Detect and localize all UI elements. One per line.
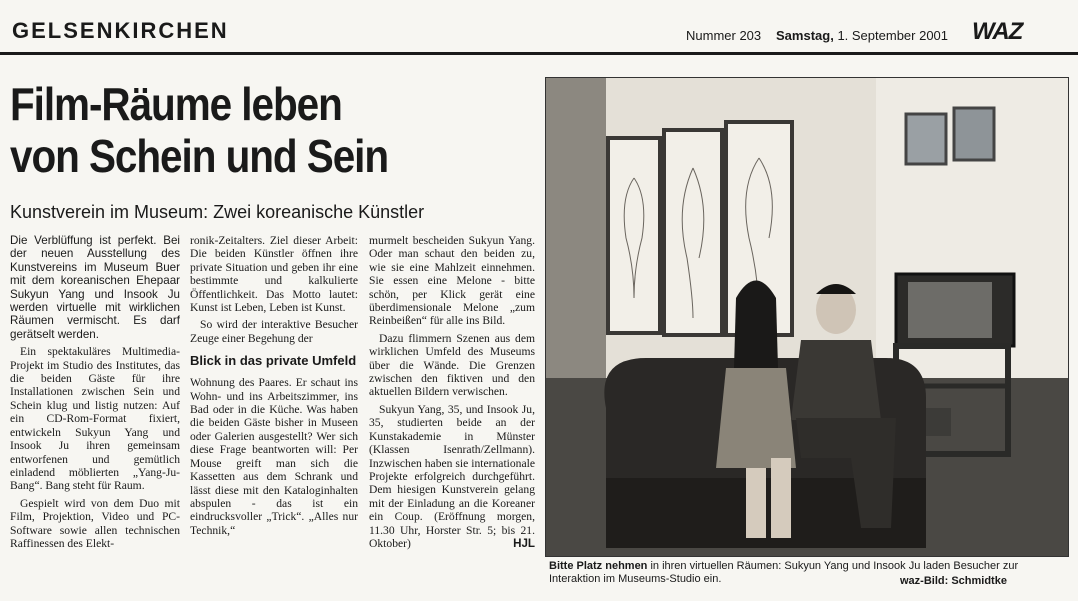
paragraph: Dazu flimmern Szenen aus dem wirklichen Umfeld des Museums über die Wände. Die Grenzen zwischen den fiktiven und den aktuellen Bildern verwischen. xyxy=(369,331,535,399)
section-title: GELSENKIRCHEN xyxy=(12,18,229,43)
headline-line-2: von Schein und Sein xyxy=(10,130,389,182)
headline-line-1: Film-Räume leben xyxy=(10,78,342,130)
date-text: 1. September 2001 xyxy=(837,28,949,43)
article-column-3 xyxy=(369,234,535,554)
paragraph: ronik-Zeitalters. Ziel dieser Arbeit: Die beiden Künstler öffnen ihre private Situation und geben ihr eine bestimmte und kalkulierte Öffentlichkeit. Das Motto lautet: Kunst ist Leben, Leben ist Kunst. xyxy=(190,234,358,315)
headline xyxy=(10,78,468,182)
small-picture xyxy=(954,108,994,160)
issue-number: Nummer 203 xyxy=(686,28,762,43)
author-byline: HJL xyxy=(513,536,535,550)
subheadline: Kunstverein im Museum: Zwei koreanische Künstler xyxy=(10,202,425,222)
paragraph: Gespielt wird von dem Duo mit Film, Projektion, Video und PC-Software sowie allen technischen Raffinessen des Elekt- xyxy=(10,496,180,550)
intertitle: Blick in das private Umfeld xyxy=(190,353,357,369)
small-picture xyxy=(906,114,946,164)
header-rule xyxy=(0,52,1078,55)
photo-credit: waz-Bild: Schmidtke xyxy=(900,575,1007,587)
caption-text: in ihren virtuellen Räumen: Sukyun Yang und Insook Ju laden Besucher zur Interaktion im Museums-Studio ein. xyxy=(549,560,1019,585)
article-column-2 xyxy=(190,234,358,541)
doorway xyxy=(546,78,606,378)
photo-illustration xyxy=(546,78,1068,556)
paragraph: murmelt bescheiden Sukyun Yang. Oder man schaut den beiden zu, wie sie eine Mahlzeit einnehmen. Sie essen eine Melone - bitte schön, per Klick gerät eine überdimensionale Melone „zum Reinbeißen“ für alle ins Bild. xyxy=(369,234,535,328)
paragraph: Wohnung des Paares. Er schaut ins Wohn- und ins Arbeitszimmer, ins Bad oder in die Küche. Was haben die beiden Gäste bisher in Museen oder Galerien ausgestellt? Wer sich diese Frage beantworten will: Per Mouse greift man sich die Kassetten aus dem Schrank und lässt diese mit den Kataloginhalten abspulen - das ist ein eindrucksvoller „Trick“. „Alles nur Technik,“ xyxy=(190,376,358,537)
paragraph-text: Sukyun Yang, 35, und Insook Ju, 35, studierten beide an der Kunstakademie in Münster (Klassen Isenrath/Zellmann). Inzwischen haben sie internationale Projekte erfolgreich durchgeführt. Dem hiesigen Kunstverein gelang mit der Einladung an die Koreaner ein Coup. (Eröffnung morgen, 11.30 Uhr, Horster Str. 5; bis 21. Oktober) xyxy=(369,402,535,550)
article-column-1 xyxy=(10,234,180,554)
paragraph: So wird der interaktive Besucher Zeuge einer Begehung der xyxy=(190,318,358,345)
issue-date xyxy=(776,28,948,43)
caption-lead: Bitte Platz nehmen xyxy=(549,560,648,572)
weekday: Samstag, xyxy=(776,28,834,43)
lead-paragraph: Die Verblüffung ist perfekt. Bei der neuen Ausstellung des Kunstvereins im Museum Buer mit dem koreanischen Ehepaar Sukyun Yang und Insook Ju werden virtuelle mit wirklichen Räumen vermischt. Es darf gerätselt werden. xyxy=(10,234,180,341)
paragraph: Ein spektakuläres Multimedia-Projekt im Studio des Institutes, das die beiden Gäste für ihre Installationen zwischen Sein und Schein klug und listig nutzen: Auf ein CD-Rom-Format fixiert, entwickeln Sukyun Yang und Insook Ju ihren gemeinsam entworfenen und gemütlich einladend möblierten „Yang-Ju-Bang“. Bang steht für Raum. xyxy=(10,345,180,493)
waz-logo: WAZ xyxy=(972,18,1023,45)
article-photo xyxy=(545,77,1069,557)
paragraph xyxy=(369,403,535,550)
